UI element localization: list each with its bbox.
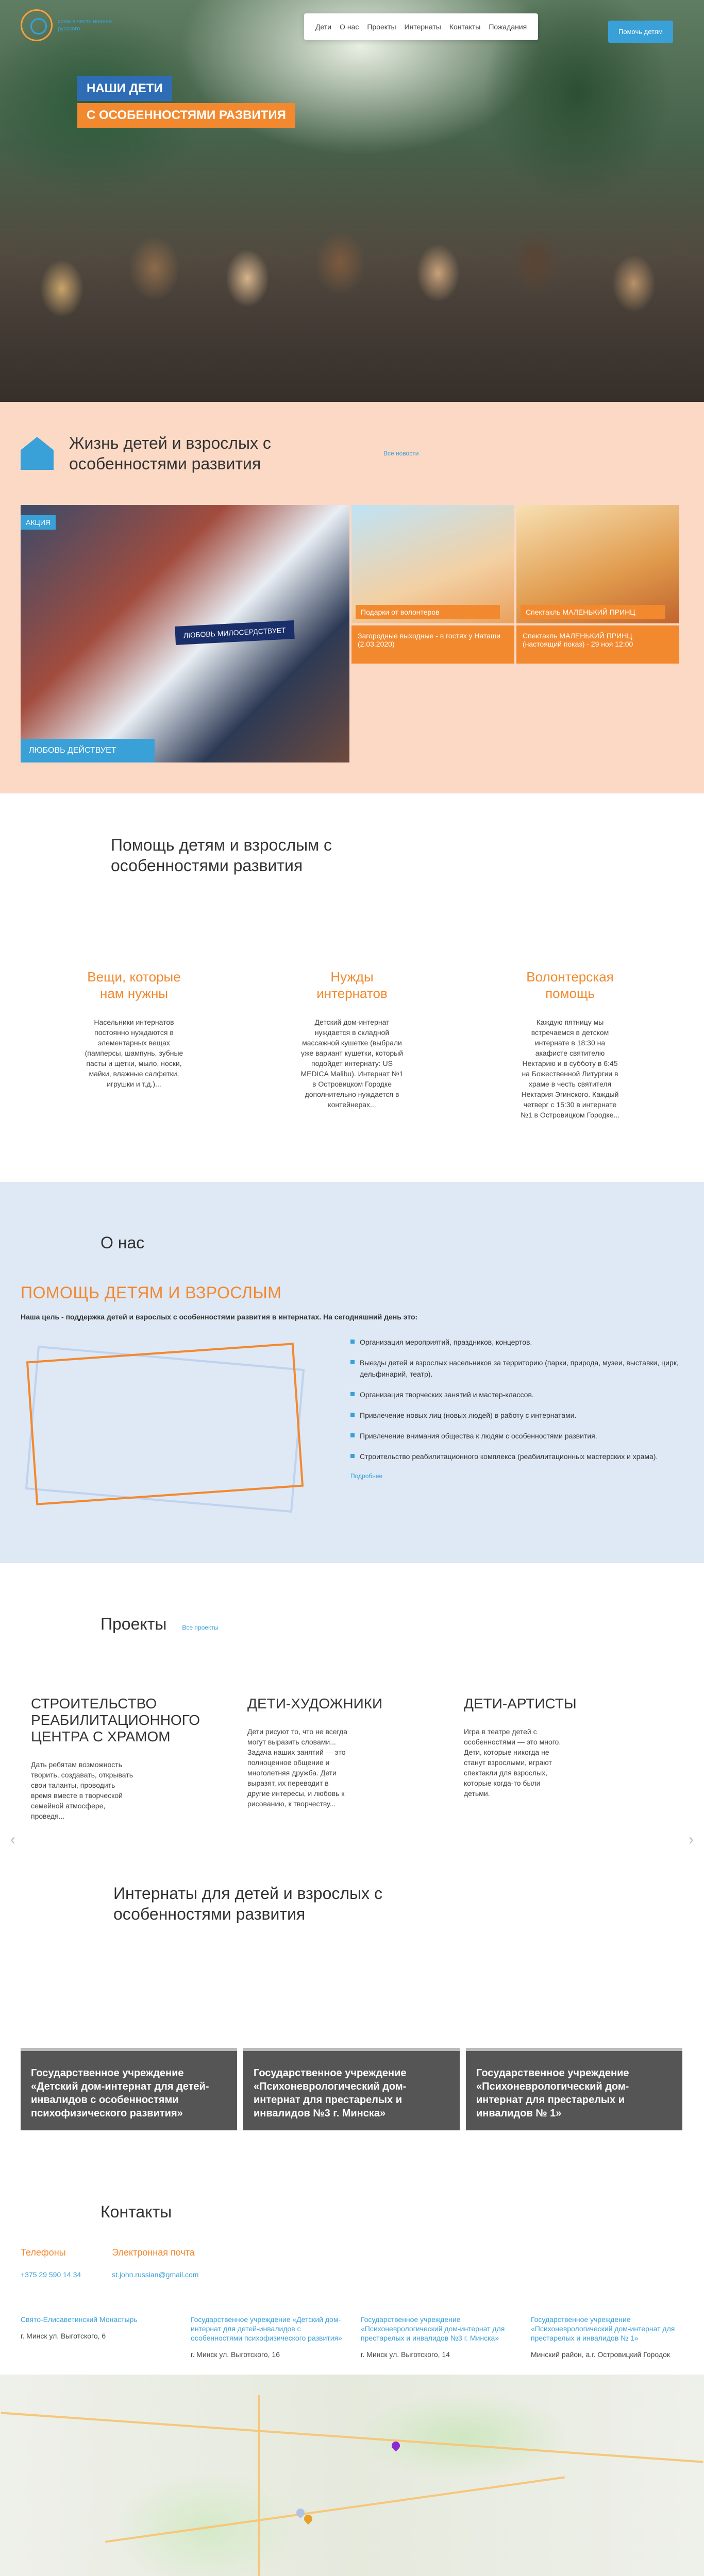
help-title: Помощь детям и взрослым с особенностями развития [111,836,332,875]
about-title: О нас [100,1233,145,1252]
phone-link[interactable]: +375 29 590 14 34 [21,2270,81,2279]
project-title: СТРОИТЕЛЬСТВО РЕАБИЛИТАЦИОННОГО ЦЕНТРА С ХРАМОМ [31,1696,200,1744]
email-label: Электронная почта [112,2247,195,2258]
project-card[interactable] [31,1696,206,1821]
help-section [0,793,704,1151]
help-column-text: Каждую пятницу мы встречаемся в детском интернате в 18:30 на акафисте святителю Нектарию и в субботу в 6:45 на Божественной Литургии в храме в честь святителя Нектария Эгинского. Каждый четверг с 15:30 в интернате №1 в Островицком Городке... [520,1018,620,1119]
about-section [0,1182,704,1563]
project-text: Дети рисуют то, что не всегда могут выразить словами... Задача наших занятий — это полноценное общение и многолетняя дружба. Дети выразят, их переводит в другие интересы, и любовь к рисованию, к творчеству... [247,1727,347,1808]
about-subtitle: ПОМОЩЬ ДЕТЯМ И ВЗРОСЛЫМ [21,1283,282,1302]
arrow-right-icon[interactable]: › [689,1831,694,1848]
project-title: ДЕТИ-ХУДОЖНИКИ [247,1696,383,1711]
about-frames-decoration [21,1336,330,1522]
project-card[interactable] [247,1696,423,1821]
nav-item-internats[interactable]: Интернаты [404,23,441,31]
address-item[interactable] [21,2315,175,2359]
email-link[interactable]: st.john.russian@gmail.com [112,2270,199,2279]
project-text: Дать ребятам возможность творить, создавать, открывать свои таланты, проводить время вместе в творческой семейной атмосфере, проведя... [31,1760,133,1820]
help-column[interactable] [518,969,622,1120]
logo[interactable] [21,9,125,41]
list-item: Организация мероприятий, праздников, концертов. [350,1336,683,1348]
address-city: Минский район, а.г. Островицкий Городок [531,2350,670,2359]
address-item[interactable] [361,2315,515,2359]
news-label: Спектакль МАЛЕНЬКИЙ ПРИНЦ [521,605,665,619]
help-children-button[interactable]: Помочь детям [608,21,673,43]
main-nav [304,13,538,40]
address-name: Государственное учреждение «Психоневрологический дом-интернат для престарелых и инвалидов №3 г. Минска» [361,2315,505,2342]
list-item: Привлечение внимания общества к людям с особенностями развития. [350,1430,683,1442]
news-image [516,505,679,623]
help-column[interactable] [300,969,404,1120]
life-title: Жизнь детей и взрослых с особенностями развития [69,434,271,473]
address-city: г. Минск ул. Выготского, 14 [361,2350,450,2359]
logo-icon [21,9,53,41]
news-image [351,505,514,623]
address-name: Свято-Елисаветинский Монастырь [21,2315,138,2324]
news-card[interactable] [514,505,679,762]
internat-card[interactable]: Государственное учреждение «Психоневрологический дом-интернат для престарелых и инвалидов №3 г. Минска» [243,2048,460,2130]
internat-card[interactable]: Государственное учреждение «Психоневрологический дом-интернат для престарелых и инвалидов № 1» [466,2048,682,2130]
about-list [330,1336,683,1522]
hero-title-line2: С ОСОБЕННОСТЯМИ РАЗВИТИЯ [77,103,295,128]
internats-section [0,1842,704,2172]
arrow-left-icon[interactable]: ‹ [10,1831,15,1848]
hero-title-line1: НАШИ ДЕТИ [77,76,172,101]
map[interactable] [0,2375,704,2576]
list-item: Привлечение новых лиц (новых людей) в работу с интернатами. [350,1410,683,1421]
nav-item-projects[interactable]: Проекты [367,23,396,31]
project-text: Игра в театре детей с особенностями — это много. Дети, которые никогда не станут взрослыми, играют спектакли для взрослых, которые когда-то были детьми. [464,1727,561,1798]
top-bar [0,9,704,52]
projects-section [0,1563,704,1848]
contacts-title: Контакты [100,2202,172,2221]
all-news-link[interactable]: Все новости [383,450,419,457]
hero [0,0,704,402]
help-column[interactable] [82,969,186,1120]
help-column-title: Вещи, которые нам нужны [87,969,181,1001]
news-title: Загородные выходные - в гостях у Наташи (2.03.2020) [351,625,514,664]
help-column-title: Волонтерская помощь [526,969,614,1001]
address-item[interactable] [531,2315,685,2359]
hero-title [77,76,295,128]
help-column-text: Насельники интернатов постоянно нуждаются в элементарных вещах (памперсы, шампунь, зубные пасты и щетки, мыло, носки, майки, влажные салфетки, игрушки и т.д.)... [85,1018,183,1088]
address-city: г. Минск ул. Выготского, 6 [21,2332,106,2340]
list-item: Строительство реабилитационного комплекса (реабилитационных мастерских и храма). [350,1451,683,1462]
nav-item-children[interactable]: Дети [315,23,332,31]
list-item: Выезды детей и взрослых насельников за территорию (парки, природа, музеи, выставки, цирк, дельфинарий, театр). [350,1357,683,1380]
internat-card[interactable]: Государственное учреждение «Детский дом-интернат для детей-инвалидов с особенностями психофизического развития» [21,2048,237,2130]
address-name: Государственное учреждение «Психоневрологический дом-интернат для престарелых и инвалидов № 1» [531,2315,675,2342]
news-caption: ЛЮБОВЬ ДЕЙСТВУЕТ [21,739,155,762]
about-goal: Наша цель - поддержка детей и взрослых с особенностями развития в интернатах. На сегодняшний день это: [21,1313,418,1321]
logo-text: храм в честь иоанна русского [58,19,112,32]
news-label: Подарки от волонтеров [356,605,500,619]
address-item[interactable] [191,2315,345,2359]
nav-item-about[interactable]: О нас [340,23,359,31]
about-more-link[interactable]: Подробнее [350,1472,383,1480]
nav-item-wishes[interactable]: Пожадания [489,23,527,31]
hero-photo [0,134,704,402]
internats-title: Интернаты для детей и взрослых с особенностями развития [113,1884,382,1923]
help-column-title: Нужды интернатов [316,969,388,1001]
news-card[interactable] [349,505,514,762]
projects-title: Проекты [100,1615,167,1633]
news-title: Спектакль МАЛЕНЬКИЙ ПРИНЦ (настоящий показ) - 29 ноя 12:00 [516,625,679,664]
project-title: ДЕТИ-АРТИСТЫ [464,1696,577,1711]
nav-item-contacts[interactable]: Контакты [449,23,481,31]
contacts-section [0,2172,704,2576]
project-card[interactable] [464,1696,639,1821]
news-tag: АКЦИЯ [21,515,56,530]
life-section [0,402,704,793]
phone-label: Телефоны [21,2247,66,2258]
house-icon [21,437,54,470]
news-banner: ЛЮБОВЬ МИЛОСЕРДСТВУЕТ [175,620,294,645]
address-name: Государственное учреждение «Детский дом-интернат для детей-инвалидов с особенностями психофизического развития» [191,2315,342,2342]
news-card-featured[interactable] [21,505,349,762]
all-projects-link[interactable]: Все проекты [182,1624,219,1631]
address-city: г. Минск ул. Выготского, 16 [191,2350,280,2359]
help-column-text: Детский дом-интернат нуждается в складной массажной кушетке (выбрали уже вариант кушетки, который подойдет интернату: US MEDICA Malibu). Интернат №1 в Островицком Городке дополнительно нуждается в контейнерах... [300,1018,404,1109]
list-item: Организация творческих занятий и мастер-классов. [350,1389,683,1400]
